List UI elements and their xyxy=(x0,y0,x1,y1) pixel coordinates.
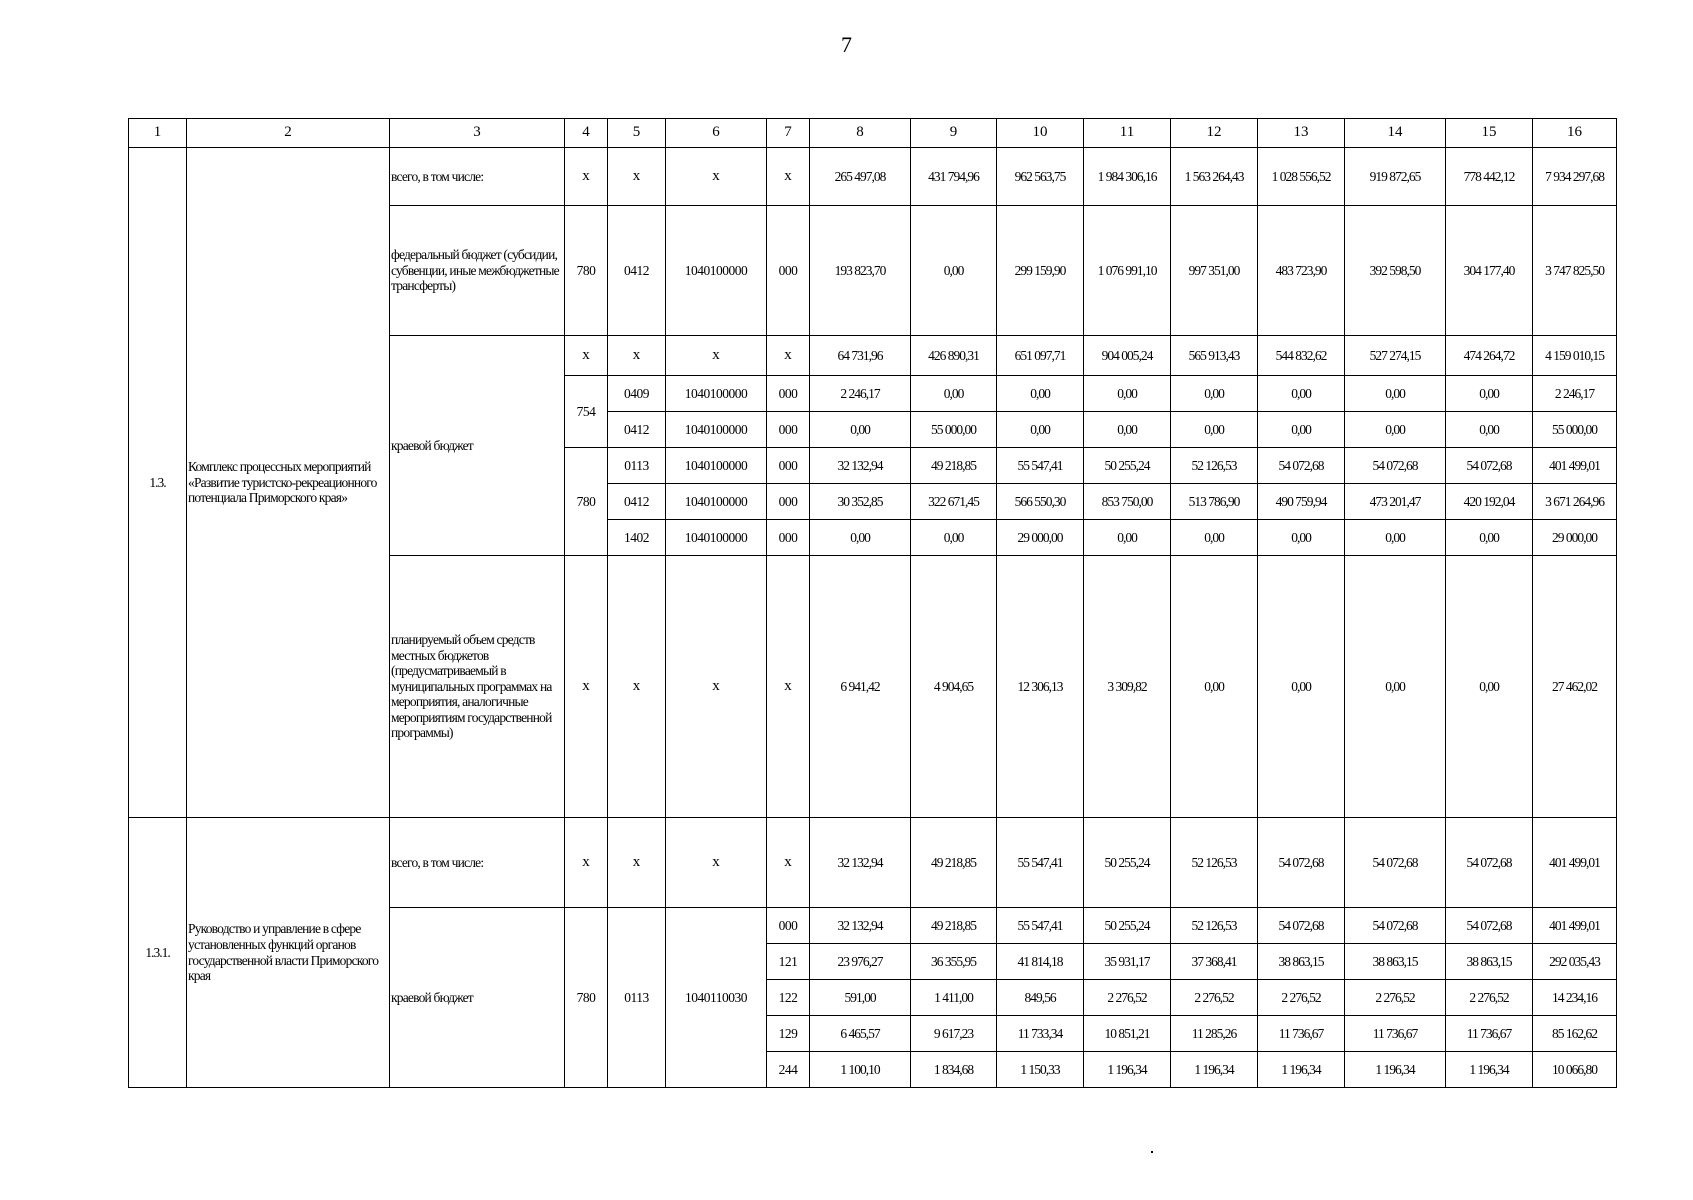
value-cell: 0,00 xyxy=(1084,520,1171,556)
value-cell: 10 066,80 xyxy=(1533,1052,1617,1088)
cell: 129 xyxy=(767,1016,810,1052)
header-cell: 5 xyxy=(608,119,666,148)
value-cell: 265 497,08 xyxy=(810,148,911,206)
value-cell: 55 000,00 xyxy=(1533,412,1617,448)
value-cell: 904 005,24 xyxy=(1084,336,1171,376)
value-cell: 54 072,68 xyxy=(1446,818,1533,908)
value-cell: 0,00 xyxy=(911,206,997,336)
value-cell: 49 218,85 xyxy=(911,908,997,944)
value-cell: 0,00 xyxy=(1446,520,1533,556)
value-cell: 3 747 825,50 xyxy=(1533,206,1617,336)
value-cell: 0,00 xyxy=(1171,520,1258,556)
budget-table xyxy=(128,118,1617,1088)
value-cell: 54 072,68 xyxy=(1258,908,1345,944)
value-cell: 0,00 xyxy=(1345,376,1446,412)
value-cell: 2 276,52 xyxy=(1446,980,1533,1016)
value-cell: 3 671 264,96 xyxy=(1533,484,1617,520)
cell: 000 xyxy=(767,376,810,412)
header-cell: 8 xyxy=(810,119,911,148)
value-cell: 0,00 xyxy=(1171,556,1258,818)
value-cell: 4 159 010,15 xyxy=(1533,336,1617,376)
value-cell: 54 072,68 xyxy=(1345,818,1446,908)
value-cell: 1 196,34 xyxy=(1345,1052,1446,1088)
cell: 780 xyxy=(565,206,608,336)
value-cell: 1 411,00 xyxy=(911,980,997,1016)
row-label: всего, в том числе: xyxy=(390,148,565,206)
value-cell: 11 733,34 xyxy=(997,1016,1084,1052)
cell: 1040100000 xyxy=(666,484,767,520)
value-cell: 1 834,68 xyxy=(911,1052,997,1088)
value-cell: 29 000,00 xyxy=(997,520,1084,556)
value-cell: 1 196,34 xyxy=(1171,1052,1258,1088)
value-cell: 0,00 xyxy=(997,412,1084,448)
value-cell: 513 786,90 xyxy=(1171,484,1258,520)
value-cell: 9 617,23 xyxy=(911,1016,997,1052)
value-cell: 52 126,53 xyxy=(1171,448,1258,484)
value-cell: 54 072,68 xyxy=(1345,908,1446,944)
value-cell: 49 218,85 xyxy=(911,818,997,908)
header-cell: 16 xyxy=(1533,119,1617,148)
cell: 1040100000 xyxy=(666,520,767,556)
value-cell: 29 000,00 xyxy=(1533,520,1617,556)
value-cell: 193 823,70 xyxy=(810,206,911,336)
cell: 780 xyxy=(565,448,608,556)
cell: 0409 xyxy=(608,376,666,412)
cell: 000 xyxy=(767,412,810,448)
value-cell: 919 872,65 xyxy=(1345,148,1446,206)
cell: 0113 xyxy=(608,908,666,1088)
value-cell: 32 132,94 xyxy=(810,908,911,944)
value-cell: 962 563,75 xyxy=(997,148,1084,206)
header-cell: 12 xyxy=(1171,119,1258,148)
row-label: федеральный бюджет (субсидии, субвенции, иные межбюджетные трансферты) xyxy=(390,206,565,336)
value-cell: 2 246,17 xyxy=(1533,376,1617,412)
cell: 1040100000 xyxy=(666,206,767,336)
cell: 1040100000 xyxy=(666,448,767,484)
value-cell: 0,00 xyxy=(810,412,911,448)
value-cell: 0,00 xyxy=(1446,412,1533,448)
value-cell: 38 863,15 xyxy=(1345,944,1446,980)
value-cell: 473 201,47 xyxy=(1345,484,1446,520)
value-cell: 50 255,24 xyxy=(1084,818,1171,908)
value-cell: 2 246,17 xyxy=(810,376,911,412)
value-cell: 27 462,02 xyxy=(1533,556,1617,818)
value-cell: 1 984 306,16 xyxy=(1084,148,1171,206)
value-cell: 11 736,67 xyxy=(1345,1016,1446,1052)
value-cell: 38 863,15 xyxy=(1446,944,1533,980)
header-cell: 13 xyxy=(1258,119,1345,148)
cell: 1402 xyxy=(608,520,666,556)
value-cell: 23 976,27 xyxy=(810,944,911,980)
value-cell: 10 851,21 xyxy=(1084,1016,1171,1052)
value-cell: 0,00 xyxy=(1258,412,1345,448)
value-cell: 54 072,68 xyxy=(1446,448,1533,484)
value-cell: 322 671,45 xyxy=(911,484,997,520)
value-cell: 420 192,04 xyxy=(1446,484,1533,520)
value-cell: 1 150,33 xyxy=(997,1052,1084,1088)
value-cell: 0,00 xyxy=(1171,376,1258,412)
value-cell: 14 234,16 xyxy=(1533,980,1617,1016)
cell: 0412 xyxy=(608,412,666,448)
value-cell: 853 750,00 xyxy=(1084,484,1171,520)
value-cell: 55 547,41 xyxy=(997,908,1084,944)
value-cell: 2 276,52 xyxy=(1345,980,1446,1016)
value-cell: 0,00 xyxy=(1258,376,1345,412)
value-cell: 11 736,67 xyxy=(1258,1016,1345,1052)
value-cell: 1 563 264,43 xyxy=(1171,148,1258,206)
cell: 0412 xyxy=(608,484,666,520)
value-cell: 565 913,43 xyxy=(1171,336,1258,376)
cell: x xyxy=(565,818,608,908)
value-cell: 50 255,24 xyxy=(1084,908,1171,944)
value-cell: 2 276,52 xyxy=(1084,980,1171,1016)
value-cell: 37 368,41 xyxy=(1171,944,1258,980)
value-cell: 36 355,95 xyxy=(911,944,997,980)
value-cell: 0,00 xyxy=(1345,412,1446,448)
value-cell: 591,00 xyxy=(810,980,911,1016)
cell: 780 xyxy=(565,908,608,1088)
value-cell: 0,00 xyxy=(1446,376,1533,412)
value-cell: 6 941,42 xyxy=(810,556,911,818)
value-cell: 0,00 xyxy=(810,520,911,556)
value-cell: 0,00 xyxy=(1171,412,1258,448)
cell: 1040110030 xyxy=(666,908,767,1088)
value-cell: 52 126,53 xyxy=(1171,908,1258,944)
header-cell: 9 xyxy=(911,119,997,148)
value-cell: 997 351,00 xyxy=(1171,206,1258,336)
cell: x xyxy=(767,818,810,908)
cell: x xyxy=(666,148,767,206)
value-cell: 292 035,43 xyxy=(1533,944,1617,980)
value-cell: 0,00 xyxy=(997,376,1084,412)
value-cell: 30 352,85 xyxy=(810,484,911,520)
cell: x xyxy=(608,818,666,908)
page-number: 7 xyxy=(841,32,852,57)
value-cell: 0,00 xyxy=(1084,376,1171,412)
value-cell: 401 499,01 xyxy=(1533,818,1617,908)
cell: 000 xyxy=(767,908,810,944)
value-cell: 401 499,01 xyxy=(1533,908,1617,944)
value-cell: 778 442,12 xyxy=(1446,148,1533,206)
section-name: Комплекс процессных мероприятий «Развитие туристско-рекреационного потенциала Приморского края» xyxy=(187,148,390,818)
value-cell: 431 794,96 xyxy=(911,148,997,206)
table-row xyxy=(129,818,1617,908)
value-cell: 544 832,62 xyxy=(1258,336,1345,376)
value-cell: 12 306,13 xyxy=(997,556,1084,818)
value-cell: 50 255,24 xyxy=(1084,448,1171,484)
value-cell: 299 159,90 xyxy=(997,206,1084,336)
value-cell: 392 598,50 xyxy=(1345,206,1446,336)
header-cell: 6 xyxy=(666,119,767,148)
cell: x xyxy=(565,336,608,376)
header-row xyxy=(129,119,1617,148)
value-cell: 1 196,34 xyxy=(1084,1052,1171,1088)
value-cell: 32 132,94 xyxy=(810,818,911,908)
cell: 1040100000 xyxy=(666,376,767,412)
row-label: краевой бюджет xyxy=(390,908,565,1088)
value-cell: 11 736,67 xyxy=(1446,1016,1533,1052)
value-cell: 49 218,85 xyxy=(911,448,997,484)
value-cell: 32 132,94 xyxy=(810,448,911,484)
value-cell: 849,56 xyxy=(997,980,1084,1016)
cell: 000 xyxy=(767,206,810,336)
cell: x xyxy=(565,148,608,206)
row-label: всего, в том числе: xyxy=(390,818,565,908)
value-cell: 1 100,10 xyxy=(810,1052,911,1088)
header-cell: 11 xyxy=(1084,119,1171,148)
value-cell: 651 097,71 xyxy=(997,336,1084,376)
cell: 0113 xyxy=(608,448,666,484)
value-cell: 7 934 297,68 xyxy=(1533,148,1617,206)
value-cell: 3 309,82 xyxy=(1084,556,1171,818)
value-cell: 54 072,68 xyxy=(1258,818,1345,908)
value-cell: 1 196,34 xyxy=(1446,1052,1533,1088)
value-cell: 11 285,26 xyxy=(1171,1016,1258,1052)
table-row xyxy=(129,148,1617,206)
cell: 754 xyxy=(565,376,608,448)
header-cell: 10 xyxy=(997,119,1084,148)
value-cell: 304 177,40 xyxy=(1446,206,1533,336)
cell: x xyxy=(666,556,767,818)
value-cell: 0,00 xyxy=(1345,520,1446,556)
value-cell: 41 814,18 xyxy=(997,944,1084,980)
section-number: 1.3.1. xyxy=(129,818,187,1088)
cell: 000 xyxy=(767,520,810,556)
cell: 000 xyxy=(767,484,810,520)
value-cell: 55 547,41 xyxy=(997,818,1084,908)
value-cell: 1 196,34 xyxy=(1258,1052,1345,1088)
cell: x xyxy=(767,556,810,818)
cell: 000 xyxy=(767,448,810,484)
value-cell: 1 028 556,52 xyxy=(1258,148,1345,206)
cell: 1040100000 xyxy=(666,412,767,448)
cell: x xyxy=(608,148,666,206)
cell: x xyxy=(608,556,666,818)
value-cell: 38 863,15 xyxy=(1258,944,1345,980)
header-cell: 1 xyxy=(129,119,187,148)
value-cell: 2 276,52 xyxy=(1258,980,1345,1016)
cell: 122 xyxy=(767,980,810,1016)
cell: x xyxy=(666,336,767,376)
cell: x xyxy=(608,336,666,376)
value-cell: 54 072,68 xyxy=(1345,448,1446,484)
cell: 121 xyxy=(767,944,810,980)
value-cell: 55 547,41 xyxy=(997,448,1084,484)
value-cell: 566 550,30 xyxy=(997,484,1084,520)
header-cell: 3 xyxy=(390,119,565,148)
value-cell: 0,00 xyxy=(1446,556,1533,818)
value-cell: 52 126,53 xyxy=(1171,818,1258,908)
value-cell: 401 499,01 xyxy=(1533,448,1617,484)
section-number: 1.3. xyxy=(129,148,187,818)
value-cell: 55 000,00 xyxy=(911,412,997,448)
value-cell: 474 264,72 xyxy=(1446,336,1533,376)
value-cell: 64 731,96 xyxy=(810,336,911,376)
value-cell: 1 076 991,10 xyxy=(1084,206,1171,336)
section-name: Руководство и управление в сфере установленных функций органов государственной власти Приморского края xyxy=(187,818,390,1088)
cell: 0412 xyxy=(608,206,666,336)
value-cell: 4 904,65 xyxy=(911,556,997,818)
value-cell: 85 162,62 xyxy=(1533,1016,1617,1052)
value-cell: 0,00 xyxy=(1258,520,1345,556)
value-cell: 0,00 xyxy=(911,376,997,412)
value-cell: 54 072,68 xyxy=(1258,448,1345,484)
cell: x xyxy=(767,148,810,206)
header-cell: 15 xyxy=(1446,119,1533,148)
row-label: краевой бюджет xyxy=(390,336,565,556)
value-cell: 54 072,68 xyxy=(1446,908,1533,944)
value-cell: 483 723,90 xyxy=(1258,206,1345,336)
value-cell: 2 276,52 xyxy=(1171,980,1258,1016)
cell: x xyxy=(565,556,608,818)
scan-speck xyxy=(1151,1151,1153,1153)
value-cell: 6 465,57 xyxy=(810,1016,911,1052)
value-cell: 490 759,94 xyxy=(1258,484,1345,520)
value-cell: 527 274,15 xyxy=(1345,336,1446,376)
value-cell: 0,00 xyxy=(1258,556,1345,818)
value-cell: 35 931,17 xyxy=(1084,944,1171,980)
row-label: планируемый объем средств местных бюджетов (предусматриваемый в муниципальных программах на мероприятия, аналогичные мероприятиям государственной программы) xyxy=(390,556,565,818)
cell: x xyxy=(666,818,767,908)
header-cell: 4 xyxy=(565,119,608,148)
value-cell: 426 890,31 xyxy=(911,336,997,376)
value-cell: 0,00 xyxy=(1345,556,1446,818)
cell: 244 xyxy=(767,1052,810,1088)
value-cell: 0,00 xyxy=(1084,412,1171,448)
header-cell: 2 xyxy=(187,119,390,148)
cell: x xyxy=(767,336,810,376)
header-cell: 14 xyxy=(1345,119,1446,148)
value-cell: 0,00 xyxy=(911,520,997,556)
header-cell: 7 xyxy=(767,119,810,148)
